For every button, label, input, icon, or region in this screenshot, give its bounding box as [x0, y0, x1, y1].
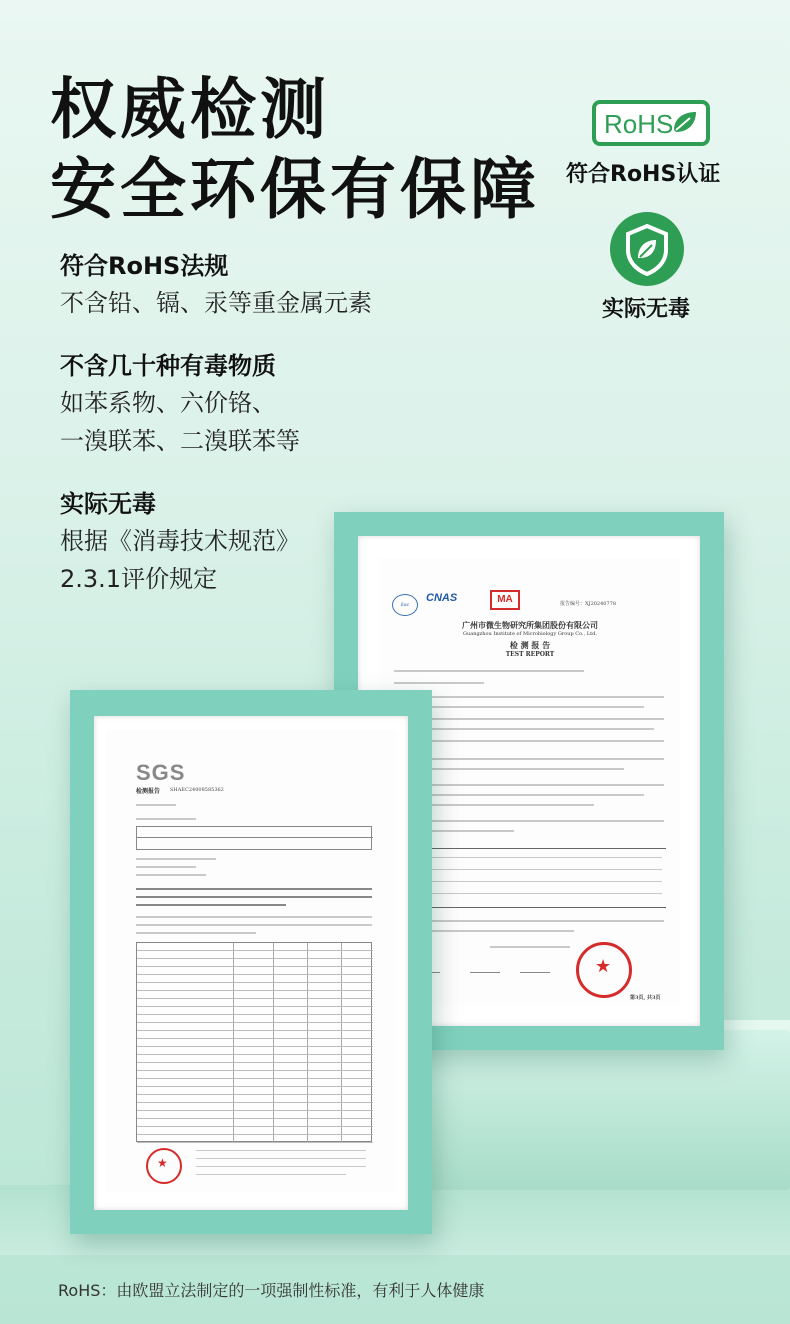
report-page: 第3页, 共3页: [630, 995, 661, 1001]
report-org-cn: 广州市微生物研究所集团股份有限公司: [462, 620, 598, 630]
cnas-logo: CNAS: [426, 592, 458, 604]
shield-leaf-icon: [610, 212, 684, 286]
feature-title: 不含几十种有毒物质: [60, 352, 276, 380]
ilac-mra-logo: ilac: [392, 594, 418, 616]
report-title-cn: 检 测 报 告: [509, 640, 551, 650]
sgs-heading: 检测报告: [136, 788, 161, 795]
report-org-en: Guangzhou Institute of Microbiology Group Co., Ltd.: [463, 631, 597, 637]
rohs-logo-text: RoHS: [604, 109, 674, 139]
feature-line: 如苯系物、六价铬、: [60, 389, 276, 417]
feature-rohs: [60, 248, 420, 322]
feature-line: 不含铅、镉、汞等重金属元素: [60, 289, 372, 317]
feature-toxic-free: [60, 348, 420, 460]
footnote: RoHS：由欧盟立法制定的一项强制性标准，有利于人体健康: [58, 1281, 485, 1300]
results-table: [394, 848, 666, 908]
rohs-caption: 符合RoHS认证: [566, 162, 721, 187]
headline-line-1: 权威检测: [50, 71, 330, 148]
feature-line: 2.3.1评价规定: [60, 565, 218, 593]
sgs-mat: [94, 716, 408, 1210]
sgs-report-number: SHAEC24008585362: [170, 787, 224, 793]
nontoxic-caption: 实际无毒: [602, 297, 691, 322]
headline: [50, 70, 540, 230]
feature-title: 符合RoHS法规: [60, 252, 229, 280]
feature-line: 根据《消毒技术规范》: [60, 527, 300, 555]
star-icon: ★: [595, 956, 612, 977]
star-icon: ★: [157, 1156, 168, 1170]
feature-line: 一溴联苯、二溴联苯等: [60, 427, 300, 455]
report-number: 报告编号：XJ20240778: [560, 601, 617, 607]
leaf-icon: [670, 108, 700, 142]
sgs-logo: SGS: [136, 760, 186, 785]
feature-title: 实际无毒: [60, 490, 156, 518]
rohs-logo: [592, 100, 710, 146]
report-title-en: TEST REPORT: [505, 651, 555, 658]
sgs-report-document: [106, 730, 396, 1192]
sample-table: [136, 826, 372, 850]
ma-logo: MA: [490, 590, 520, 610]
pedestal: [380, 1030, 790, 1190]
test-results-table: [136, 942, 372, 1142]
headline-line-2: 安全环保有保障: [50, 151, 540, 228]
sgs-frame: [70, 690, 432, 1234]
